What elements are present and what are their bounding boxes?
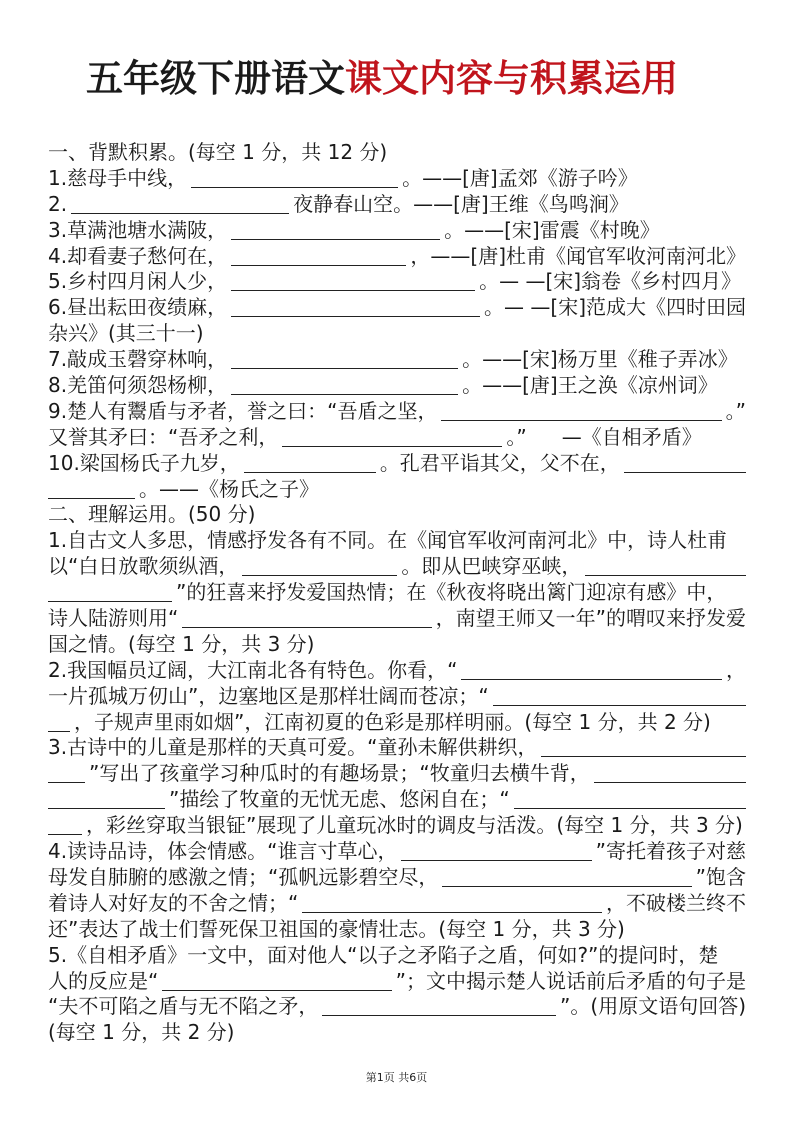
line-text: ”；文中揭示楚人说话前后矛盾的句子是: [395, 968, 746, 993]
question-line: [48, 244, 746, 270]
answer-blank: [624, 460, 746, 473]
line-text: 。— —[宋]翁卷《乡村四月》: [479, 269, 742, 294]
page-number: 第1页 共6页: [365, 1071, 428, 1084]
line-text: ，不破楼兰终不: [606, 890, 746, 915]
question-line: [48, 1020, 746, 1046]
answer-blank: [493, 693, 746, 706]
title-topic: 课文内容与积累运用: [345, 57, 678, 100]
question-line: [48, 865, 746, 891]
line-text: 6.昼出耘田夜绩麻，: [48, 295, 228, 320]
line-text: 1.慈母手中线，: [48, 165, 188, 190]
answer-blank: [231, 253, 406, 266]
worksheet-body: [48, 140, 746, 1046]
line-text: ”的狂喜来抒发爱国热情；在《秋夜将晓出篱门迎凉有感》中，: [176, 580, 727, 605]
line-text: 2.我国幅员辽阔，大江南北各有特色。你看，“: [48, 657, 458, 682]
answer-blank: [514, 796, 746, 809]
question-line: [48, 373, 746, 399]
answer-blank: [48, 822, 82, 835]
question-line: [48, 218, 746, 244]
line-text: 。——[宋]雷震《村晚》: [444, 217, 660, 242]
line-text: 。——[唐]孟郊《游子吟》: [402, 165, 638, 190]
question-line: [48, 347, 746, 373]
line-text: 还”表达了战士们誓死保卫祖国的豪情壮志。(每空 1 分，共 3 分): [48, 916, 625, 941]
line-text: 4.读诗品诗，体会情感。“谁言寸草心，: [48, 839, 398, 864]
question-line: [48, 761, 746, 787]
answer-blank: [401, 848, 591, 861]
line-text: “夫不可陷之盾与无不陷之矛，: [48, 994, 319, 1019]
line-text: 。即从巴峡穿巫峡，: [401, 554, 582, 579]
line-text: 5.乡村四月闲人少，: [48, 269, 228, 294]
answer-blank: [71, 201, 289, 214]
line-text: 8.羌笛何须怨杨柳，: [48, 373, 228, 398]
answer-blank: [48, 486, 135, 499]
answer-blank: [461, 667, 722, 680]
question-line: [48, 632, 746, 658]
answer-blank: [231, 304, 480, 317]
answer-blank: [231, 356, 458, 369]
line-text: ，南望王师又一年”的喟叹来抒发爱: [435, 606, 746, 631]
question-line: [48, 994, 746, 1020]
question-line: [48, 477, 746, 503]
answer-blank: [48, 589, 172, 602]
line-text: 国之情。(每空 1 分，共 3 分): [48, 631, 315, 656]
line-text: ，——[唐]杜甫《闻官军收河南河北》: [410, 243, 746, 268]
question-line: [48, 528, 746, 554]
section-heading-text: 一、背默积累。(每空 1 分，共 12 分): [48, 140, 388, 164]
line-text: 7.敲成玉磬穿林响，: [48, 347, 228, 372]
section-heading: [48, 140, 746, 166]
line-text: 4.却看妻子愁何在，: [48, 243, 228, 268]
line-text: 3.草满池塘水满陂，: [48, 217, 228, 242]
line-text: 。——[唐]王之涣《凉州词》: [462, 373, 718, 398]
source-citation: —《自相矛盾》: [561, 424, 702, 449]
line-text: 。”: [506, 424, 527, 449]
title-grade: 五年级下册语文: [86, 57, 345, 100]
line-text: 3.古诗中的儿童是那样的天真可爱。“童孙未解供耕织，: [48, 735, 538, 760]
question-line: [48, 321, 746, 347]
line-text: 诗人陆游则用“: [48, 606, 179, 631]
answer-blank: [442, 874, 691, 887]
line-text: 。——[宋]杨万里《稚子弄冰》: [462, 347, 738, 372]
question-line: [48, 839, 746, 865]
line-text: 夜静春山空。——[唐]王维《鸟鸣涧》: [293, 191, 629, 216]
question-line: [48, 425, 746, 451]
question-line: [48, 891, 746, 917]
question-line: [48, 295, 746, 321]
answer-blank: [182, 615, 431, 628]
line-text: 人的反应是“: [48, 968, 159, 993]
line-text: 着诗人对好友的不舍之情；“: [48, 890, 299, 915]
line-text: 一片孤城万仞山”，边塞地区是那样壮阔而苍凉；“: [48, 683, 489, 708]
section-heading: [48, 502, 746, 528]
answer-blank: [231, 278, 475, 291]
question-line: [48, 451, 746, 477]
line-text: 9.楚人有鬻盾与矛者，誉之曰：“吾盾之坚，: [48, 398, 438, 423]
answer-blank: [242, 563, 397, 576]
answer-blank: [282, 434, 502, 447]
answer-blank: [244, 460, 376, 473]
line-text: ”寄托着孩子对慈: [595, 839, 746, 864]
answer-blank: [322, 1003, 556, 1016]
question-line: [48, 735, 746, 761]
line-text: ”饱含: [695, 864, 746, 889]
question-line: [48, 917, 746, 943]
question-line: [48, 399, 746, 425]
line-text: 。”: [725, 398, 746, 423]
question-line: [48, 192, 746, 218]
question-line: [48, 658, 746, 684]
answer-blank: [441, 408, 721, 421]
answer-blank: [541, 744, 746, 757]
line-text: 1.自古文人多思，情感抒发各有不同。在《闻官军收河南河北》中，诗人杜甫: [48, 528, 728, 553]
line-text: 。— —[宋]范成大《四时田园: [484, 295, 746, 320]
question-line: [48, 943, 746, 969]
line-text: ”描绘了牧童的无忧无虑、悠闲自在；“: [169, 787, 510, 812]
line-text: 以“白日放歌须纵酒，: [48, 554, 239, 579]
line-text: 母发自肺腑的感激之情；“孤帆远影碧空尽，: [48, 864, 439, 889]
answer-blank: [48, 719, 70, 732]
line-text: ，彩丝穿取当银钲”展现了儿童玩冰时的调皮与活泼。(每空 1 分，共 3 分): [86, 813, 743, 838]
answer-blank: [231, 382, 458, 395]
line-text: 5.《自相矛盾》一文中，面对他人“以子之矛陷子之盾，何如?”的提问时，楚: [48, 942, 719, 967]
question-line: [48, 554, 746, 580]
answer-blank: [231, 227, 440, 240]
answer-blank: [594, 770, 746, 783]
answer-blank: [191, 175, 398, 188]
section-heading-text: 二、理解运用。(50 分): [48, 502, 256, 527]
answer-blank: [162, 978, 391, 991]
line-text: 杂兴》(其三十一): [48, 321, 204, 346]
question-line: [48, 787, 746, 813]
question-line: [48, 710, 746, 736]
line-text: 10.梁国杨氏子九岁，: [48, 450, 240, 475]
line-text: 。——《杨氏之子》: [139, 476, 319, 501]
question-line: [48, 684, 746, 710]
question-line: [48, 269, 746, 295]
answer-blank: [48, 770, 85, 783]
line-text: 又誉其矛曰：“吾矛之利，: [48, 424, 279, 449]
answer-blank: [302, 900, 602, 913]
line-text: (每空 1 分，共 2 分): [48, 1020, 235, 1045]
line-text: ，子规声里雨如烟”，江南初夏的色彩是那样明丽。(每空 1 分，共 2 分): [74, 709, 711, 734]
line-text: ”写出了孩童学习种瓜时的有趣场景；“牧童归去横牛背，: [89, 761, 590, 786]
line-text: ，: [726, 657, 746, 682]
line-text: ”。(用原文语句回答): [560, 994, 746, 1019]
question-line: [48, 606, 746, 632]
question-line: [48, 813, 746, 839]
question-line: [48, 166, 746, 192]
line-text: 2.: [48, 191, 68, 216]
question-line: [48, 969, 746, 995]
worksheet-title: [86, 56, 678, 102]
question-line: [48, 580, 746, 606]
answer-blank: [585, 563, 746, 576]
line-text: 。孔君平诣其父，父不在，: [379, 450, 620, 475]
answer-blank: [48, 796, 165, 809]
